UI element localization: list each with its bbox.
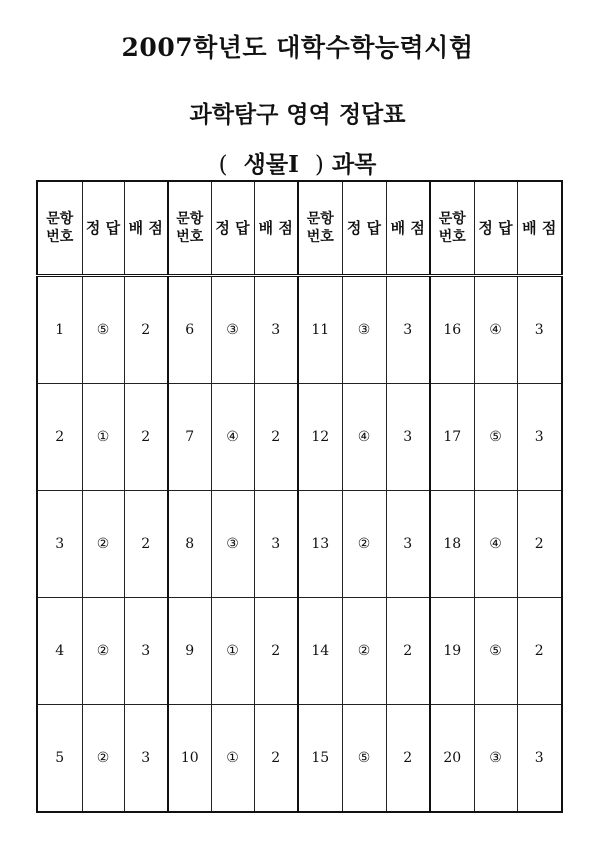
question-number: 10: [168, 705, 211, 813]
subject-open-paren: (: [218, 152, 228, 178]
question-number: 12: [298, 384, 342, 491]
points: 3: [517, 705, 562, 813]
header-points: 배 점: [386, 181, 430, 276]
correct-answer: ③: [342, 276, 386, 384]
table-row: [37, 276, 562, 384]
header-points: 배 점: [517, 181, 562, 276]
section-title: 과학탐구 영역 정답표: [189, 101, 406, 128]
question-number: 5: [37, 705, 82, 813]
correct-answer: ②: [342, 598, 386, 705]
correct-answer: ②: [82, 491, 124, 598]
question-number: 13: [298, 491, 342, 598]
correct-answer: ③: [474, 705, 517, 813]
table-row: [37, 705, 562, 813]
question-number: 2: [37, 384, 82, 491]
header-answer: 정 답: [82, 181, 124, 276]
correct-answer: ③: [211, 491, 254, 598]
correct-answer: ⑤: [474, 384, 517, 491]
points: 2: [254, 598, 298, 705]
correct-answer: ①: [211, 705, 254, 813]
points: 3: [124, 705, 168, 813]
header-number-top: 문항: [176, 211, 204, 227]
question-number: 11: [298, 276, 342, 384]
table-row: [37, 491, 562, 598]
exam-title: 2007학년도 대학수학능력시험: [121, 33, 474, 62]
question-number: 1: [37, 276, 82, 384]
header-points: 배 점: [254, 181, 298, 276]
points: 2: [386, 598, 430, 705]
question-number: 14: [298, 598, 342, 705]
points: 3: [386, 384, 430, 491]
header-row: [37, 181, 562, 276]
header-answer: 정 답: [211, 181, 254, 276]
table-row: [37, 598, 562, 705]
question-number: 3: [37, 491, 82, 598]
correct-answer: ④: [474, 276, 517, 384]
correct-answer: ④: [211, 384, 254, 491]
question-number: 6: [168, 276, 211, 384]
question-number: 20: [430, 705, 474, 813]
header-answer: 정 답: [474, 181, 517, 276]
points: 3: [254, 491, 298, 598]
question-number: 15: [298, 705, 342, 813]
question-number: 19: [430, 598, 474, 705]
question-number: 7: [168, 384, 211, 491]
header-number-top: 문항: [46, 211, 74, 227]
points: 2: [386, 705, 430, 813]
points: 2: [124, 384, 168, 491]
points: 3: [517, 384, 562, 491]
question-number: 17: [430, 384, 474, 491]
correct-answer: ⑤: [342, 705, 386, 813]
correct-answer: ①: [82, 384, 124, 491]
correct-answer: ④: [342, 384, 386, 491]
points: 2: [254, 705, 298, 813]
correct-answer: ③: [211, 276, 254, 384]
question-number: 8: [168, 491, 211, 598]
correct-answer: ⑤: [474, 598, 517, 705]
subject-name: 생물Ⅰ: [243, 151, 299, 178]
header-number: [37, 181, 82, 276]
points: 3: [386, 276, 430, 384]
subject-title: [0, 146, 595, 179]
subject-close-paren: ): [314, 152, 324, 178]
header-number-bottom: 번호: [176, 229, 204, 245]
question-number: 9: [168, 598, 211, 705]
subject-suffix: 과목: [331, 151, 377, 178]
points: 2: [124, 491, 168, 598]
header-number-bottom: 번호: [46, 229, 74, 245]
header-number-top: 문항: [438, 211, 466, 227]
header-points: 배 점: [124, 181, 168, 276]
correct-answer: ②: [82, 705, 124, 813]
correct-answer: ①: [211, 598, 254, 705]
header-number: [298, 181, 342, 276]
points: 2: [517, 491, 562, 598]
question-number: 18: [430, 491, 474, 598]
correct-answer: ④: [474, 491, 517, 598]
correct-answer: ②: [82, 598, 124, 705]
header-answer: 정 답: [342, 181, 386, 276]
points: 3: [254, 276, 298, 384]
header-number-bottom: 번호: [438, 229, 466, 245]
correct-answer: ⑤: [82, 276, 124, 384]
header-number: [430, 181, 474, 276]
header-number: [168, 181, 211, 276]
header-number-top: 문항: [306, 211, 334, 227]
header-number-bottom: 번호: [306, 229, 334, 245]
question-number: 4: [37, 598, 82, 705]
points: 3: [124, 598, 168, 705]
points: 3: [517, 276, 562, 384]
points: 2: [254, 384, 298, 491]
points: 2: [517, 598, 562, 705]
correct-answer: ②: [342, 491, 386, 598]
points: 3: [386, 491, 430, 598]
answer-key-table: [36, 180, 563, 813]
table-row: [37, 384, 562, 491]
question-number: 16: [430, 276, 474, 384]
points: 2: [124, 276, 168, 384]
